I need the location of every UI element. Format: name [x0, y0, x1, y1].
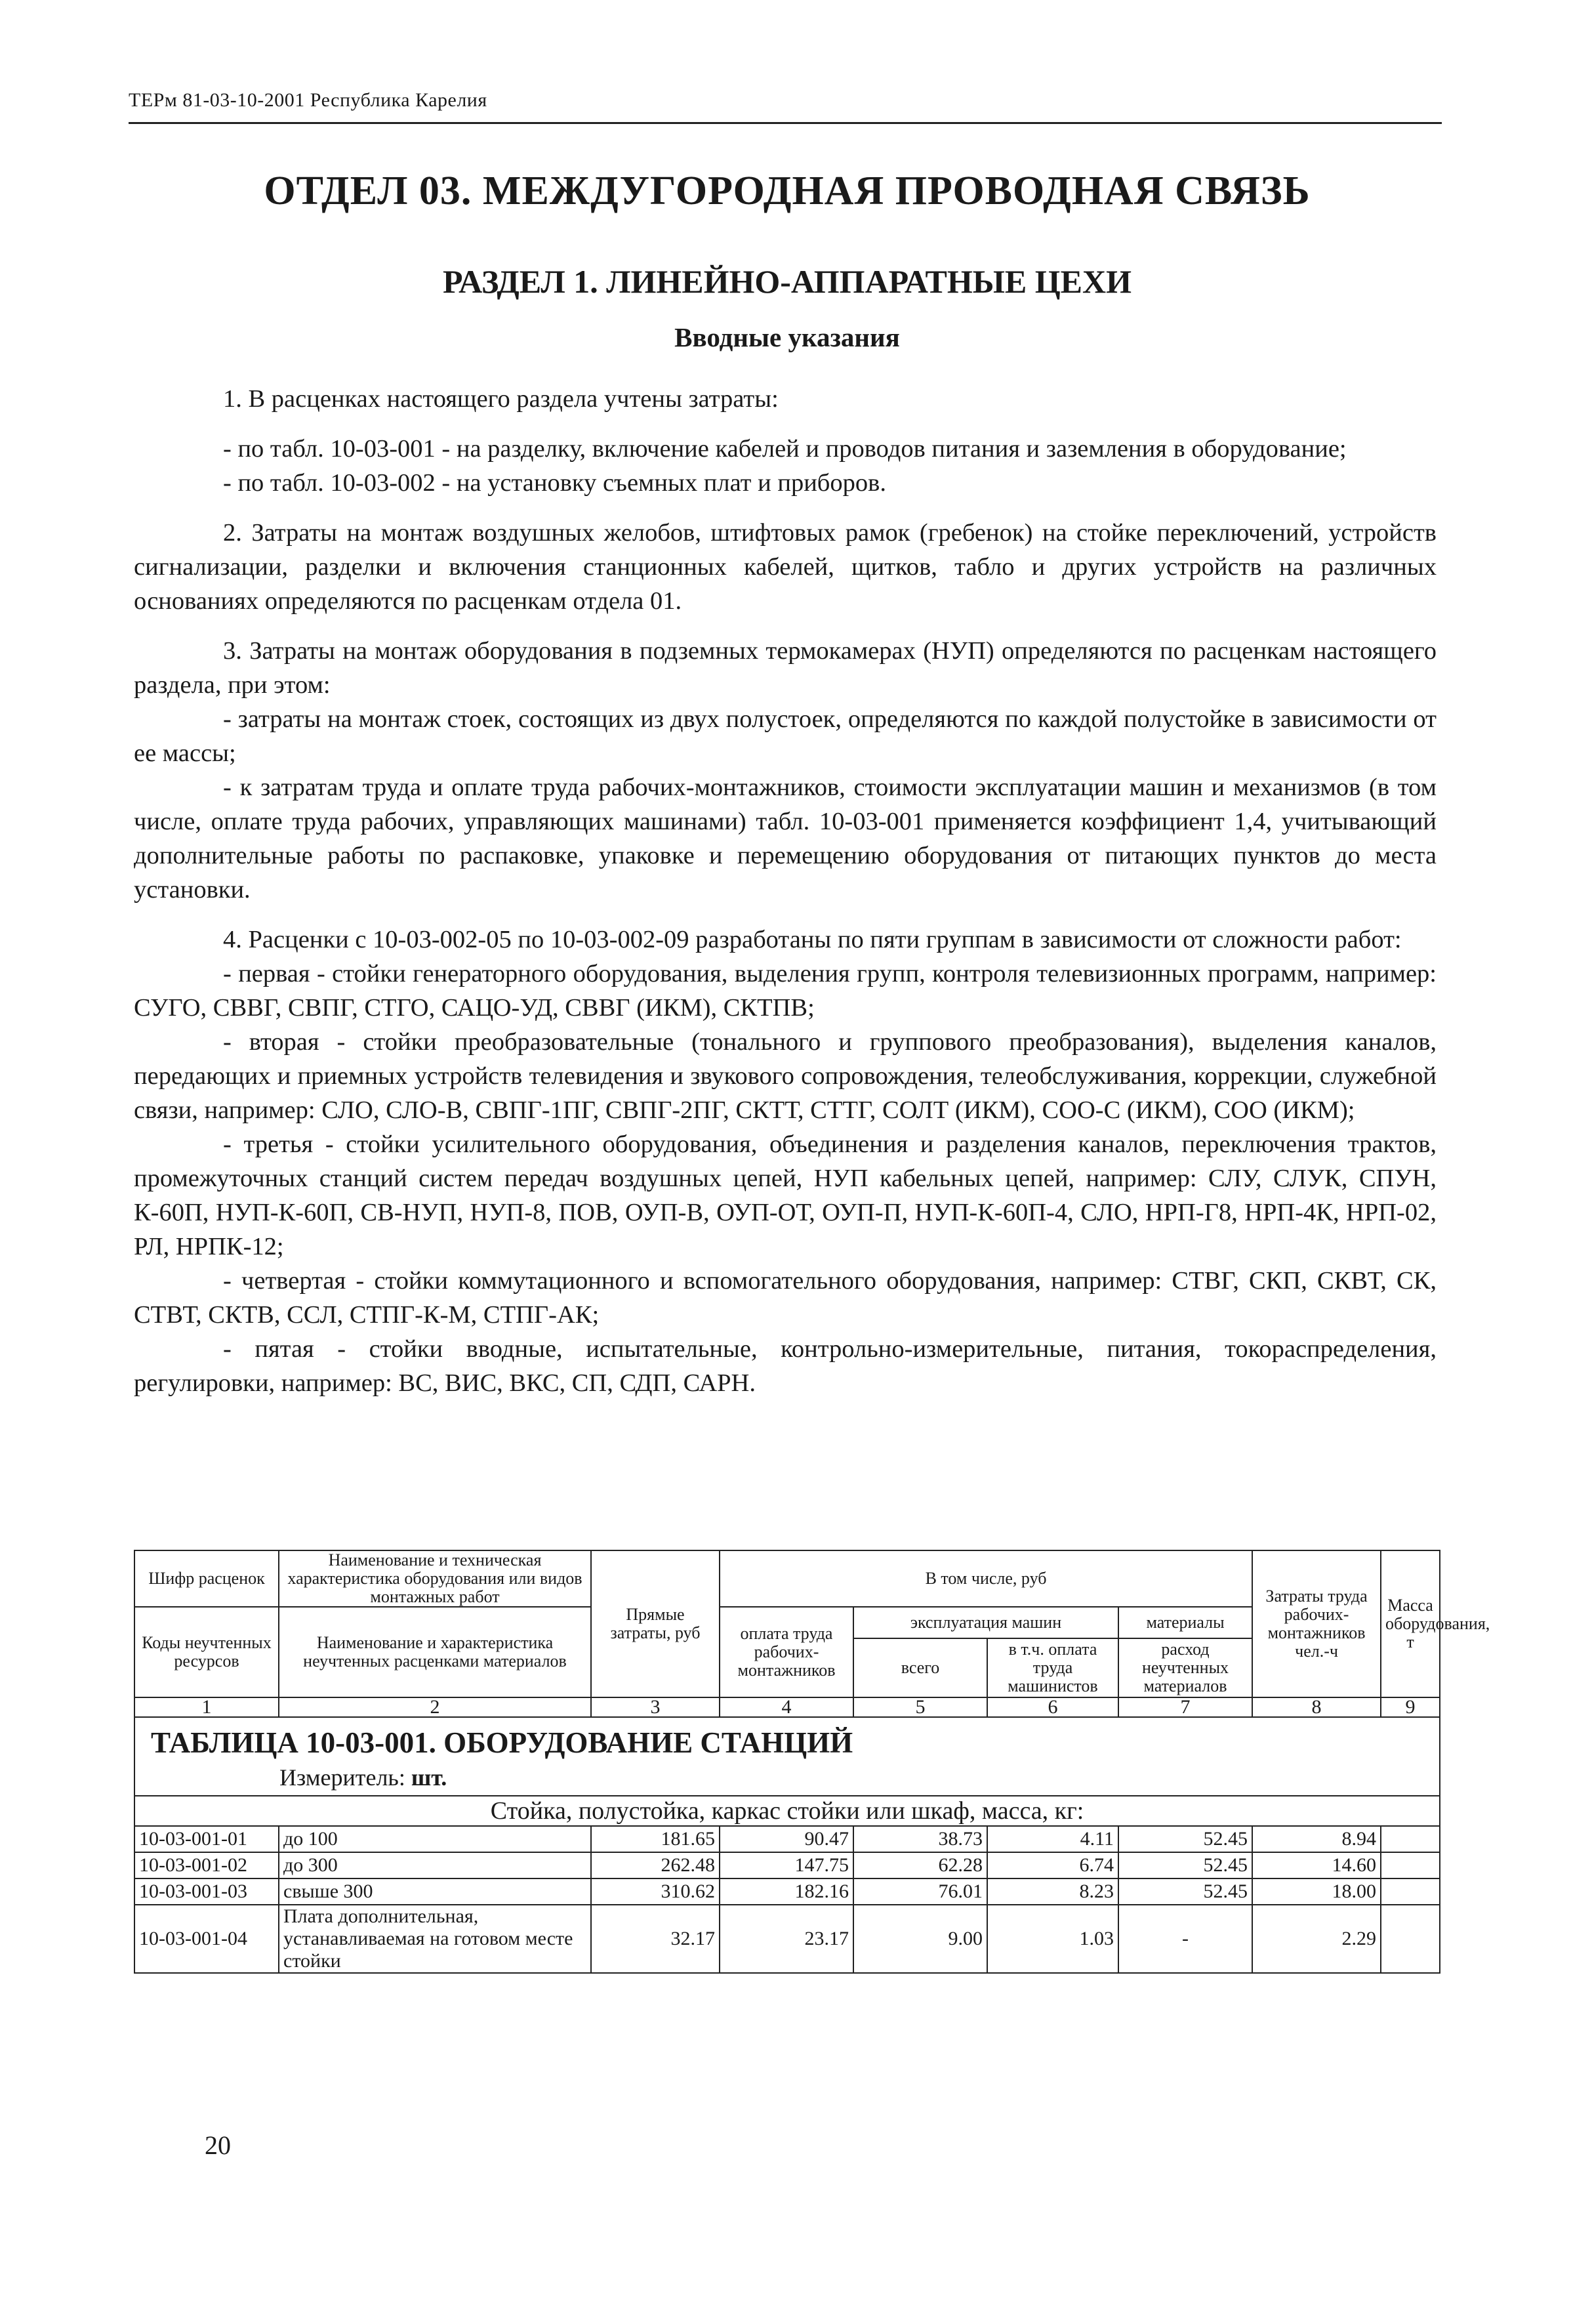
column-numbers-row	[134, 1697, 1440, 1717]
paragraph: - пятая - стойки вводные, испытательные, контрольно-измерительные, питания, токораспределения, регулировки, например: ВС, ВИС, ВКС, СП, СДП, САРН.	[134, 1335, 1437, 1397]
machines-total: 9.00	[853, 1905, 987, 1973]
section-title: РАЗДЕЛ 1. ЛИНЕЙНО-АППАРАТНЫЕ ЦЕХИ	[443, 263, 1132, 300]
mass	[1381, 1826, 1440, 1852]
table-row	[134, 1826, 1440, 1852]
header-materials: материалы	[1118, 1607, 1252, 1638]
paragraph: - первая - стойки генераторного оборудования, выделения групп, контроля телевизионных программ, например: СУГО, СВВГ, СВПГ, СТГО, САЦО-УД, СВВГ (ИКМ), СКТПВ;	[134, 960, 1437, 1022]
machines-wages: 8.23	[987, 1878, 1118, 1905]
header-including: В том числе, руб	[720, 1550, 1252, 1607]
rate-name: свыше 300	[279, 1878, 591, 1905]
paragraph: 1. В расценках настоящего раздела учтены затраты:	[223, 385, 779, 413]
table-name: ТАБЛИЦА 10-03-001. ОБОРУДОВАНИЕ СТАНЦИЙ	[151, 1726, 853, 1759]
mass	[1381, 1852, 1440, 1878]
header-wages: оплата труда рабочих-монтажников	[720, 1607, 853, 1697]
direct-costs: 262.48	[591, 1852, 720, 1878]
meter	[135, 1761, 1439, 1795]
machines-wages: 6.74	[987, 1852, 1118, 1878]
column-number: 4	[720, 1697, 853, 1717]
rate-code: 10-03-001-01	[134, 1826, 279, 1852]
column-number: 8	[1252, 1697, 1381, 1717]
materials: 52.45	[1118, 1878, 1252, 1905]
intro-title: Вводные указания	[674, 322, 900, 352]
paragraph: - по табл. 10-03-001 - на разделку, включение кабелей и проводов питания и заземления в оборудование;	[223, 435, 1347, 463]
page-number: 20	[205, 2130, 231, 2160]
column-number: 9	[1381, 1697, 1440, 1717]
rate-code: 10-03-001-03	[134, 1878, 279, 1905]
direct-costs: 32.17	[591, 1905, 720, 1973]
table-row	[134, 1905, 1440, 1973]
mass	[1381, 1905, 1440, 1973]
paragraph: - четвертая - стойки коммутационного и вспомогательного оборудования, например: СТВГ, СКП, СКВТ, СК, СТВТ, СКТВ, ССЛ, СТПГ-К-М, СТПГ-АК;	[134, 1267, 1437, 1329]
column-number: 7	[1118, 1697, 1252, 1717]
table-row	[134, 1852, 1440, 1878]
header-code: Шифр расценок	[134, 1550, 279, 1607]
wages: 90.47	[720, 1826, 853, 1852]
header-mass: Масса оборудования, т	[1381, 1550, 1440, 1697]
table-row	[134, 1878, 1440, 1905]
column-number: 1	[134, 1697, 279, 1717]
header-machines-wages: в т.ч. оплата труда машинистов	[987, 1638, 1118, 1697]
paragraph: 2. Затраты на монтаж воздушных желобов, штифтовых рамок (гребенок) на стойке переключений, устройств сигнализации, разделки и включения станционных кабелей, щитков, табло и других устройств на различных основаниях определяются по расценкам отдела 01.	[134, 519, 1437, 615]
meter-value: шт.	[411, 1764, 447, 1791]
materials: -	[1118, 1905, 1252, 1973]
materials: 52.45	[1118, 1852, 1252, 1878]
introductory-instructions	[134, 382, 1437, 1400]
header-resource-codes: Коды неучтенных ресурсов	[134, 1607, 279, 1697]
machines-total: 62.28	[853, 1852, 987, 1878]
paragraph: 4. Расценки с 10-03-002-05 по 10-03-002-09 разработаны по пяти группам в зависимости от сложности работ:	[223, 926, 1402, 953]
meter-label: Измеритель:	[279, 1764, 405, 1791]
labor: 18.00	[1252, 1878, 1381, 1905]
rates-table	[134, 1550, 1490, 1974]
header-machines-total: всего	[853, 1638, 987, 1697]
header-direct-costs: Прямые затраты, руб	[591, 1550, 720, 1697]
header-rule	[129, 122, 1442, 124]
wages: 147.75	[720, 1852, 853, 1878]
machines-wages: 4.11	[987, 1826, 1118, 1852]
rate-name: до 300	[279, 1852, 591, 1878]
paragraph: - вторая - стойки преобразовательные (тонального и группового преобразования), выделения каналов, передающих и приемных устройств телевидения и звукового сопровождения, телеобслуживания, коррекции, служебной связи, например: СЛО, СЛО-В, СВПГ-1ПГ, СВПГ-2ПГ, СКТТ, СТТГ, СОЛТ (ИКМ), СОО-С (ИКМ), СОО (ИКМ);	[134, 1028, 1437, 1124]
materials: 52.45	[1118, 1826, 1252, 1852]
paragraph: - по табл. 10-03-002 - на установку съемных плат и приборов.	[223, 469, 886, 497]
machines-total: 76.01	[853, 1878, 987, 1905]
column-number: 3	[591, 1697, 720, 1717]
rate-code: 10-03-001-04	[134, 1905, 279, 1973]
paragraph: - третья - стойки усилительного оборудования, объединения и разделения каналов, переключения трактов, промежуточных станций систем передач воздушных цепей, НУП кабельных цепей, например: СЛУ, СЛУК, СПУН, К-60П, НУП-К-60П, СВ-НУП, НУП-8, ПОВ, ОУП-В, ОУП-ОТ, ОУП-П, НУП-К-60П-4, СЛО, НРП-Г8, НРП-4К, НРП-02, РЛ, НРПК-12;	[134, 1131, 1437, 1260]
direct-costs: 310.62	[591, 1878, 720, 1905]
header-labor: Затраты труда рабочих-монтажников чел.-ч	[1252, 1550, 1381, 1697]
wages: 23.17	[720, 1905, 853, 1973]
rate-name: до 100	[279, 1826, 591, 1852]
column-number: 2	[279, 1697, 591, 1717]
mass	[1381, 1878, 1440, 1905]
header-materials-name: Наименование и характеристика неучтенных расценками материалов	[279, 1607, 591, 1697]
machines-wages: 1.03	[987, 1905, 1118, 1973]
labor: 14.60	[1252, 1852, 1381, 1878]
labor: 2.29	[1252, 1905, 1381, 1973]
rate-code: 10-03-001-02	[134, 1852, 279, 1878]
running-head: ТЕРм 81-03-10-2001 Республика Карелия	[129, 89, 487, 111]
direct-costs: 181.65	[591, 1826, 720, 1852]
wages: 182.16	[720, 1878, 853, 1905]
header-machines: эксплуатация машин	[853, 1607, 1118, 1638]
table-title-block	[134, 1717, 1440, 1796]
machines-total: 38.73	[853, 1826, 987, 1852]
rate-name: Плата дополнительная, устанавливаемая на готовом месте стойки	[279, 1905, 591, 1973]
paragraph: - затраты на монтаж стоек, состоящих из двух полустоек, определяются по каждой полустойке в зависимости от ее массы;	[134, 705, 1437, 767]
header-materials-unaccounted: расход неучтенных материалов	[1118, 1638, 1252, 1697]
header-name: Наименование и техническая характеристика оборудования или видов монтажных работ	[279, 1550, 591, 1607]
column-number: 5	[853, 1697, 987, 1717]
paragraph: 3. Затраты на монтаж оборудования в подземных термокамерах (НУП) определяются по расценкам настоящего раздела, при этом:	[134, 637, 1437, 699]
labor: 8.94	[1252, 1826, 1381, 1852]
column-number: 6	[987, 1697, 1118, 1717]
group-title: Стойка, полустойка, каркас стойки или шкаф, масса, кг:	[134, 1796, 1440, 1826]
paragraph: - к затратам труда и оплате труда рабочих-монтажников, стоимости эксплуатации машин и механизмов (в том числе, оплате труда рабочих, управляющих машинами) табл. 10-03-001 применяется коэффициент 1,4, учитывающий дополнительные работы по распаковке, упаковке и перемещению оборудования от питающих пунктов до места установки.	[134, 774, 1437, 903]
department-title: ОТДЕЛ 03. МЕЖДУГОРОДНАЯ ПРОВОДНАЯ СВЯЗЬ	[264, 169, 1311, 213]
